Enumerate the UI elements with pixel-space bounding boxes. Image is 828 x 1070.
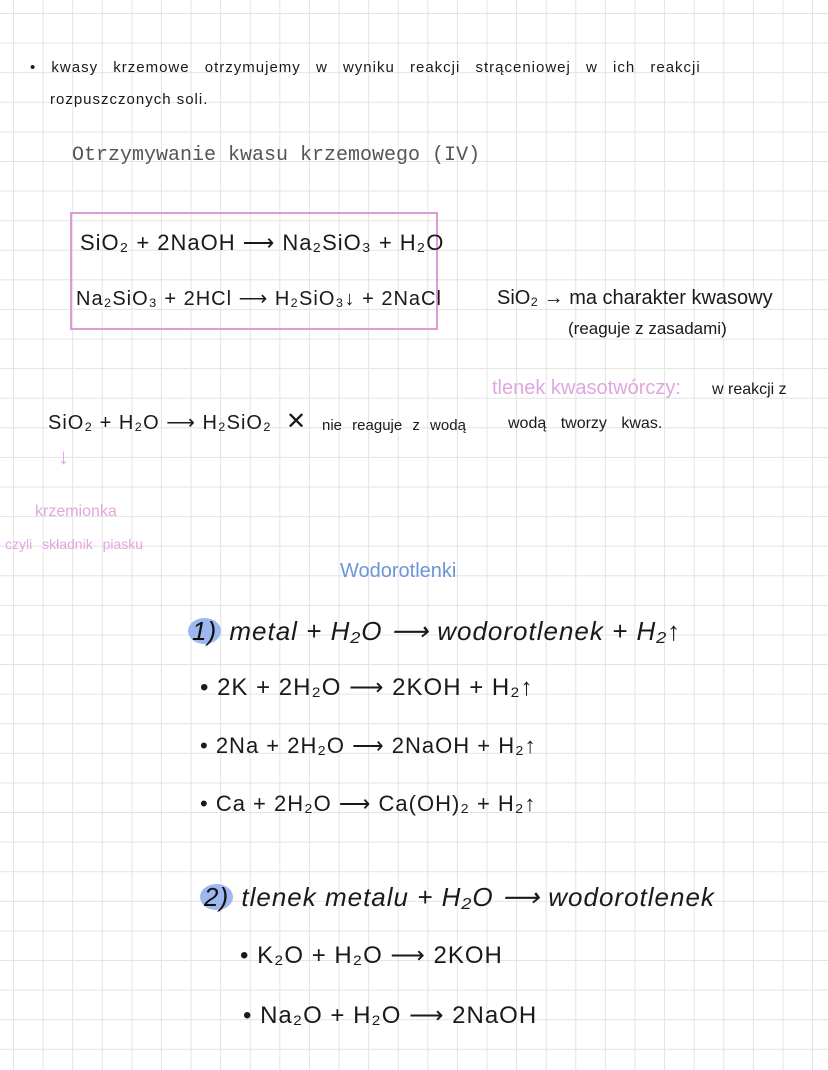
silica-note-line-1: krzemionka [35, 503, 117, 520]
method-1-example-1: • 2K + 2H₂O ⟶ 2KOH + H₂↑ [200, 674, 534, 701]
silica-note-line-2: czyli składnik piasku [5, 536, 144, 552]
method-1-example-2: • 2Na + 2H₂O ⟶ 2NaOH + H₂↑ [200, 733, 537, 758]
cross-icon: ✕ [286, 408, 307, 435]
method-2-example-2: • Na₂O + H₂O ⟶ 2NaOH [243, 1002, 538, 1029]
method-2-number: 2) [200, 884, 233, 910]
definition-text-2: wodą tworzy kwas. [508, 415, 663, 432]
down-arrow-icon: ↓ [58, 444, 69, 469]
side-note-line-2: (reaguje z zasadami) [568, 319, 727, 338]
method-2-example-1: • K₂O + H₂O ⟶ 2KOH [240, 942, 503, 969]
intro-line-2: rozpuszczonych soli. [50, 91, 209, 108]
definition-term: tlenek kwasotwórczy: [492, 377, 681, 399]
intro-line-1: • kwasy krzemowe otrzymujemy w wyniku reakcji strąceniowej w ich reakcji [30, 59, 701, 76]
method-1-example-3: • Ca + 2H₂O ⟶ Ca(OH)₂ + H₂↑ [200, 791, 537, 816]
method-2-rule: tlenek metalu + H₂O ⟶ wodorotlenek [241, 882, 715, 912]
no-reaction-note: nie reaguje z wodą [322, 417, 466, 434]
method-1-rule: metal + H₂O ⟶ wodorotlenek + H₂↑ [229, 616, 682, 646]
side-note-line-1: SiO₂ → ma charakter kwasowy [497, 287, 773, 309]
section-title: Otrzymywanie kwasu krzemowego (IV) [72, 144, 481, 167]
hydroxides-title: Wodorotlenki [340, 560, 457, 582]
boxed-equation-1: SiO₂ + 2NaOH ⟶ Na₂SiO₃ + H₂O [80, 230, 445, 255]
no-reaction-equation: SiO₂ + H₂O ⟶ H₂SiO₂ [48, 412, 272, 434]
boxed-equation-2: Na₂SiO₃ + 2HCl ⟶ H₂SiO₃↓ + 2NaCl [76, 288, 442, 310]
method-1-number: 1) [188, 618, 221, 644]
definition-text-1: w reakcji z [712, 381, 787, 398]
